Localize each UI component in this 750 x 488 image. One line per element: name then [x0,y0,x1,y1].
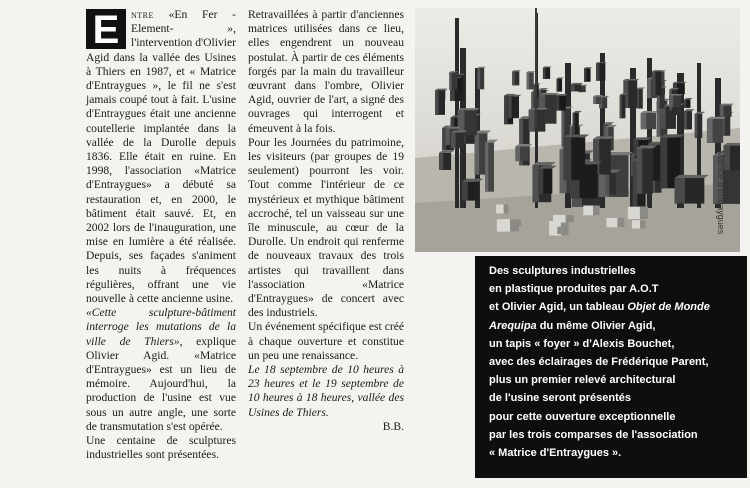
caption-artwork-title-2: Arequipa [489,319,537,332]
caption-line [489,298,747,316]
caption-line-rest: du même Olivier Agid, [536,319,656,332]
caption-line: pour cette ouverture exceptionnelle [489,410,676,423]
caption-line-text: et Olivier Agid, un tableau [489,301,628,314]
col2-paragraph-1: Retravaillées à partir d'anciennes matrices utilisées dans ce lieu, elles engendrent un nouveau postulat. À partir de ces éléments forgés par la main du travailleur œuvrant dans l'ombre, Olivier Agid, ouvrier de l'art, a signé des ouvrages qui interrogent et émeuvent à la fois. [248,8,404,135]
article-column-1 [86,8,236,463]
photo-credit: Matrice d'Entraygues [716,150,726,235]
quote-paragraph [86,306,236,434]
caption-line: un tapis « foyer » d'Alexis Bouchet, [489,337,675,350]
sculpture-photo [415,8,740,252]
caption-line [489,317,747,335]
caption-line: par les trois comparses de l'association [489,428,698,441]
event-dates: Le 18 septembre de 10 heures à 23 heures et le 19 septembre de 10 heures à 18 heures, vallée des Usines de Thiers. [248,363,404,419]
lead-paragraph [86,8,236,306]
caption-line: avec des éclairages de Frédérique Parent, [489,356,709,369]
photo-caption-box [475,256,747,478]
article-column-2 [248,8,404,434]
quote: «Cette sculpture-bâtiment interroge les mutations de la ville de Thiers» [86,306,236,348]
caption-line: en plastique produites par A.O.T [489,283,659,296]
caption-line: Des sculptures industrielles [489,265,636,277]
caption-artwork-title: Objet de Monde [627,301,710,314]
col2-paragraph-2: Pour les Journées du patrimoine, les visiteurs (par groupes de 19 seulement) pourront les voir. Tout comme l'intérieur de ce mystérieux et mythique bâtiment accroché, tel un vaisseau sur une île minuscule, au cœur de la Durolle. Un endroit qui renferme de nouveaux travaux des trois artistes qui travaillent dans l'association «Matrice d'Entraygues» de concert avec des industriels. [248,135,404,320]
caption-line: plus un premier relevé architectural [489,374,676,387]
caption-line: de l'usine seront présentés [489,392,631,405]
paragraph-3: Une centaine de sculptures industrielles sont présentées. [86,434,236,462]
lead-small-caps: ntre [131,8,154,21]
lead-text: «En Fer -Element- », l'intervention d'Olivier Agid dans la vallée des Usines à Thiers en 1987, et « Matrice d'Entraygues », le fil ne s'est jamais coupé tout à fait. L'usine d'Entraygues était une ancienne coutellerie implantée dans la vallée de la Durolle depuis 1836. Elle était en ruine. En 1998, l'association «Matrice d'Entraygues» a débuté sa restauration et, en 2000, le bâtiment était sauvé. Et, en 2002 lors de l'inauguration, une mise en lumière a été réalisée. Depuis, ses façades s'animent les nuits à fréquences régulières, offrant une vie nouvelle à cette ancienne usine. [86,8,236,306]
caption-line: « Matrice d'Entraygues ». [489,447,622,460]
col2-paragraph-3: Un événement spécifique est créé à chaque ouverture et constitue un peu une renaissance. [248,320,404,362]
author-signature: B.B. [382,419,404,433]
drop-cap: E [86,9,126,49]
sculpture-photo-image [415,8,740,252]
paragraph-2: «Matrice d'Entraygues» est un lieu de mémoire. Aujourd'hui, la production de l'usine est vue sous un autre angle, une sorte de transmutation s'est opérée. [86,348,236,433]
quote-attribution: , explique Olivier Agid. [86,334,236,362]
